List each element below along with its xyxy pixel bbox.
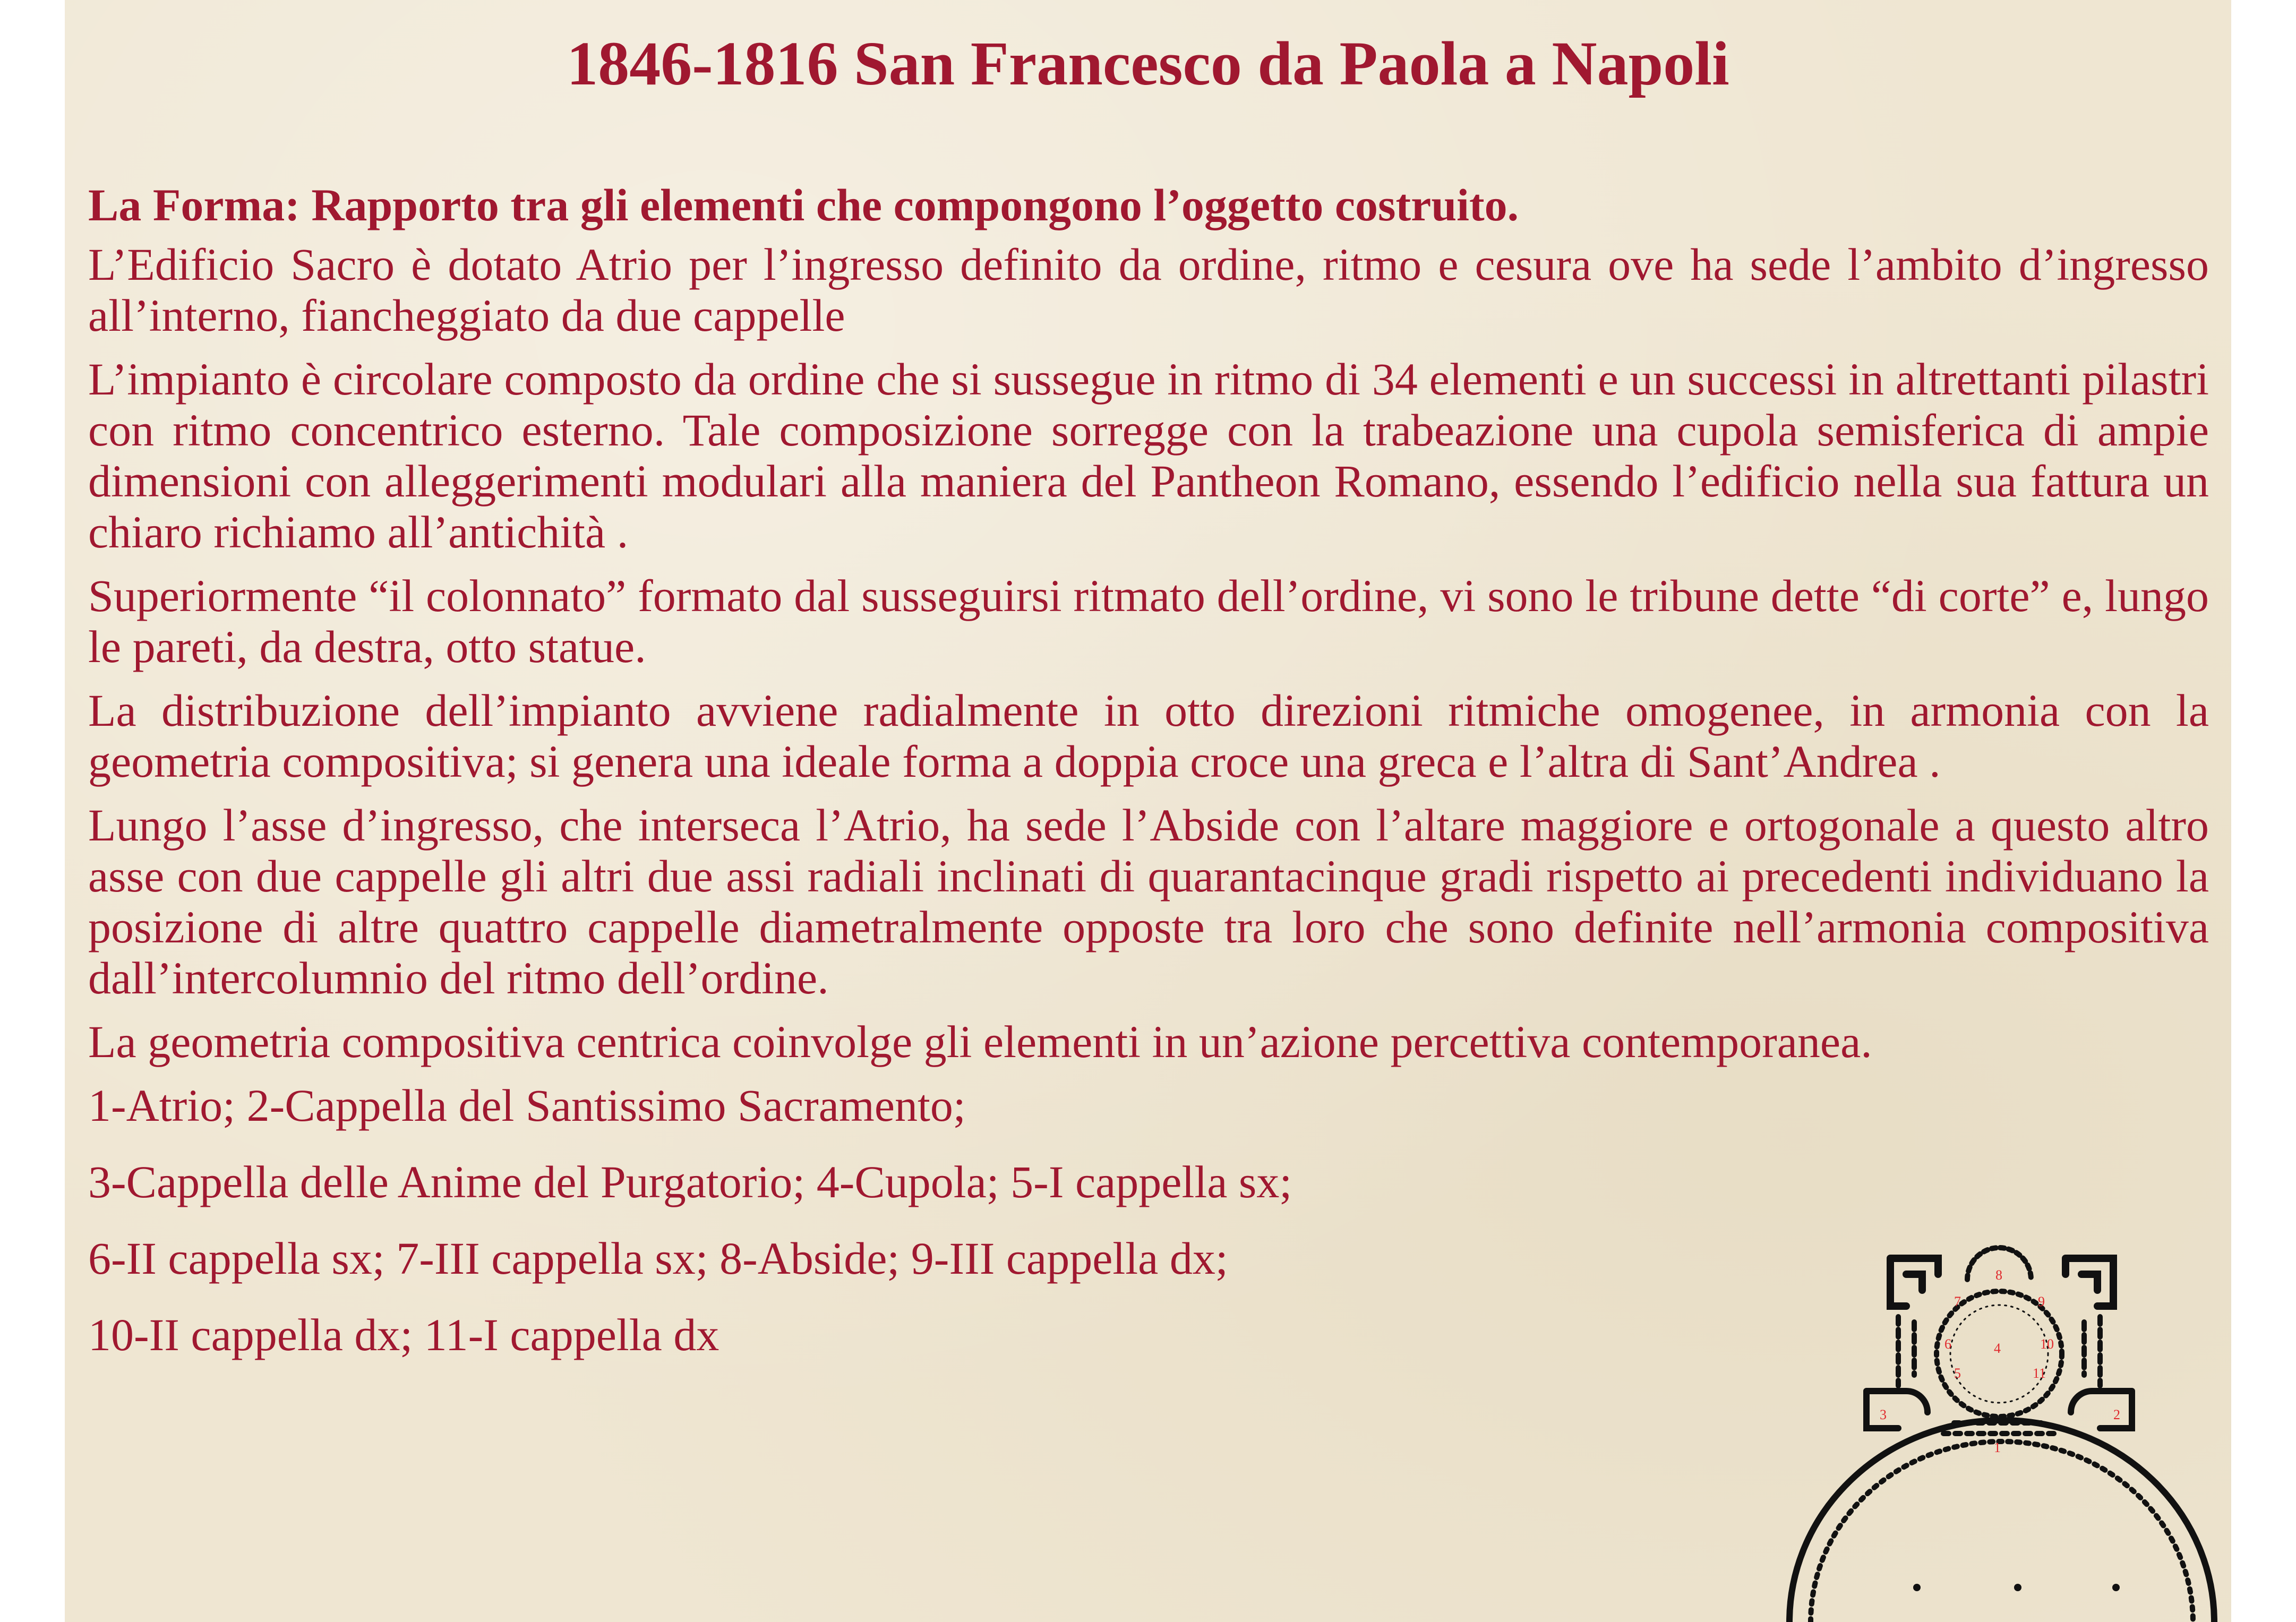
plan-wall-left (1898, 1317, 1914, 1386)
legend-line: 3-Cappella delle Anime del Purgatorio; 4-Cupola; 5-I cappella sx; (88, 1156, 1292, 1207)
plan-label-4: 4 (1994, 1341, 2001, 1356)
plan-tower-right (2066, 1258, 2113, 1306)
legend-line: 1-Atrio; 2-Cappella del Santissimo Sacramento; (88, 1080, 966, 1131)
plan-label-7: 7 (1954, 1294, 1961, 1309)
plan-label-6: 6 (1944, 1336, 1951, 1352)
plan-label-10: 10 (2040, 1336, 2054, 1352)
plan-colonnade-outer (1789, 1420, 2214, 1622)
paragraph-colonnato: Superiormente “il colonnato” formato dal susseguirsi ritmato dell’ordine, vi sono le tribune dette “di corte” e, lungo le pareti, da destra, otto statue. (88, 570, 2209, 672)
plan-label-8: 8 (1995, 1267, 2002, 1283)
paragraph-atrio: L’Edificio Sacro è dotato Atrio per l’ingresso definito da ordine, ritmo e cesura ove ha sede l’ambito d’ingresso all’interno, fiancheggiato da due cappelle (88, 239, 2209, 341)
plan-wall-right (2084, 1317, 2100, 1386)
paragraph-impianto: L’impianto è circolare composto da ordine che si sussegue in ritmo di 34 elementi e un successi in altrettanti pilastri con ritmo concentrico esterno. Tale composizione sorregge con la trabeazione una cupola semisferica di ampie dimensioni con alleggerimenti modulari alla maniera del Pantheon Romano, essendo l’edificio nella sua fattura un chiaro richiamo all’antichità . (88, 354, 2209, 557)
plan-label-3: 3 (1880, 1407, 1887, 1422)
legend-line: 6-II cappella sx; 7-III cappella sx; 8-Abside; 9-III cappella dx; (88, 1233, 1228, 1284)
plan-pillar (2014, 1584, 2021, 1591)
text-body (88, 179, 2209, 1386)
plan-label-2: 2 (2113, 1407, 2120, 1422)
plan-label-5: 5 (1954, 1366, 1961, 1381)
plan-tower-left (1890, 1258, 1938, 1306)
section-heading: La Forma: Rapporto tra gli elementi che compongono l’oggetto costruito. (88, 179, 1519, 230)
floor-plan (1779, 1237, 2225, 1622)
plan-chapel-right (2071, 1391, 2132, 1428)
paragraph-geometria: La geometria compositiva centrica coinvolge gli elementi in un’azione percettiva contemporanea. (88, 1016, 1872, 1067)
plan-pillar (1913, 1584, 1921, 1591)
paragraph-asse: Lungo l’asse d’ingresso, che interseca l’Atrio, ha sede l’Abside con l’altare maggiore e ortogonale a questo altro asse con due cappelle gli altri due assi radiali inclinati di quarantacinque gradi rispetto ai precedenti individuano la posizione di altre quattro cappelle diametralmente opposte tra loro che sono definite nell’armonia compositiva dall’intercolumnio del ritmo dell’ordine. (88, 800, 2209, 1003)
page-title: 1846-1816 San Francesco da Paola a Napoli (567, 29, 1729, 98)
plan-pillar (2112, 1584, 2120, 1591)
plan-label-11: 11 (2033, 1366, 2046, 1381)
paragraph-distribuzione: La distribuzione dell’impianto avviene radialmente in otto direzioni ritmiche omogenee, in armonia con la geometria compositiva; si genera una ideale forma a doppia croce una greca e l’altra di Sant’Andrea . (88, 685, 2209, 787)
parchment-background (65, 0, 2231, 1622)
floor-plan-drawing (1779, 1237, 2225, 1622)
legend-line: 10-II cappella dx; 11-I cappella dx (88, 1309, 719, 1360)
plan-label-9: 9 (2038, 1294, 2045, 1309)
plan-label-1: 1 (1994, 1440, 2001, 1455)
plan-chapel-left (1866, 1391, 1927, 1428)
